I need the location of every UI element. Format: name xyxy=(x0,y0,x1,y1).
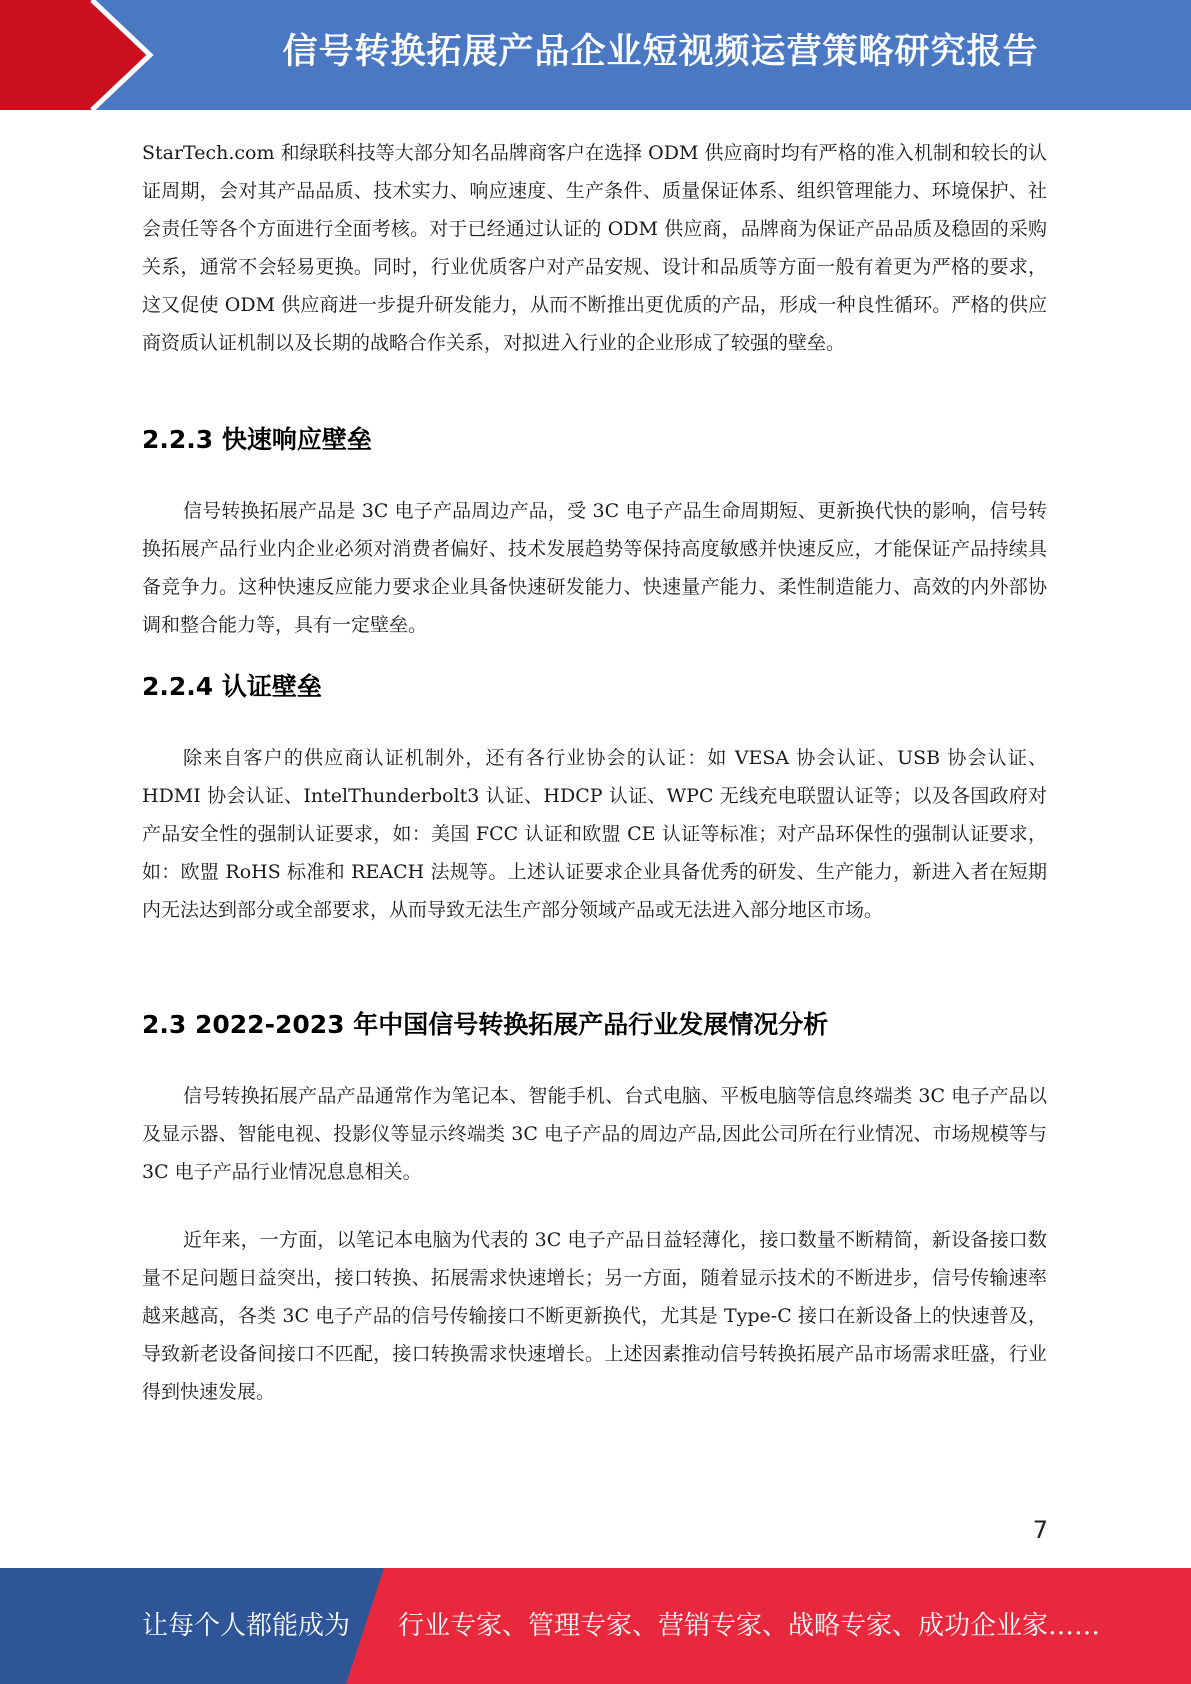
page-number: 7 xyxy=(1032,1516,1048,1544)
header-banner xyxy=(0,0,1191,110)
footer-banner xyxy=(0,1568,1191,1684)
paragraph-certification-barrier: 除来自客户的供应商认证机制外，还有各行业协会的认证：如 VESA 协会认证、USB 协会认证、HDMI 协会认证、IntelThunderbolt3 认证、HDCP 认证、WPC 无线充电联盟认证等；以及各国政府对产品安全性的强制认证要求，如：美国 FCC 认证和欧盟 CE 认证等标准；对产品环保性的强制认证要求，如：欧盟 RoHS 标准和 REACH 法规等。上述认证要求企业具备优秀的研发、生产能力，新进入者在短期内无法达到部分或全部要求，从而导致无法生产部分领域产品或无法进入部分地区市场。 xyxy=(142,747,1047,921)
page-content xyxy=(142,134,1047,1411)
paragraph-market-drivers: 近年来，一方面，以笔记本电脑为代表的 3C 电子产品日益轻薄化，接口数量不断精简，新设备接口数量不足问题日益突出，接口转换、拓展需求快速增长；另一方面，随着显示技术的不断进步，信号传输速率越来越高，各类 3C 电子产品的信号传输接口不断更新换代，尤其是 Type-C 接口在新设备上的快速普及，导致新老设备间接口不匹配，接口转换需求快速增长。上述因素推动信号转换拓展产品市场需求旺盛，行业得到快速发展。 xyxy=(142,1229,1047,1403)
heading-2-3: 2.3 2022-2023 年中国信号转换拓展产品行业发展情况分析 xyxy=(142,1010,829,1039)
header-chevron-decoration xyxy=(0,0,160,110)
heading-2-2-3: 2.2.3 快速响应壁垒 xyxy=(142,425,372,454)
paragraph-odm-certification: StarTech.com 和绿联科技等大部分知名品牌商客户在选择 ODM 供应商时均有严格的准入机制和较长的认证周期，会对其产品品质、技术实力、响应速度、生产条件、质量保证体系、组织管理能力、环境保护、社会责任等各个方面进行全面考核。对于已经通过认证的 ODM 供应商，品牌商为保证产品品质及稳固的采购关系，通常不会轻易更换。同时，行业优质客户对产品安规、设计和品质等方面一般有着更为严格的要求，这又促使 ODM 供应商进一步提升研发能力，从而不断推出更优质的产品，形成一种良性循环。严格的供应商资质认证机制以及长期的战略合作关系，对拟进入行业的企业形成了较强的壁垒。 xyxy=(142,142,1047,354)
heading-2-2-4: 2.2.4 认证壁垒 xyxy=(142,672,322,701)
paragraph-fast-response: 信号转换拓展产品是 3C 电子产品周边产品，受 3C 电子产品生命周期短、更新换代快的影响，信号转换拓展产品行业内企业必须对消费者偏好、技术发展趋势等保持高度敏感并快速反应，才能保证产品持续具备竞争力。这种快速反应能力要求企业具备快速研发能力、快速量产能力、柔性制造能力、高效的内外部协调和整合能力等，具有一定壁垒。 xyxy=(142,500,1047,636)
paragraph-industry-overview: 信号转换拓展产品产品通常作为笔记本、智能手机、台式电脑、平板电脑等信息终端类 3C 电子产品以及显示器、智能电视、投影仪等显示终端类 3C 电子产品的周边产品,因此公司所在行业情况、市场规模等与 3C 电子产品行业情况息息相关。 xyxy=(142,1085,1047,1183)
footer-slogan-left: 让每个人都能成为 xyxy=(142,1611,351,1641)
footer-slogan-right: 行业专家、管理专家、营销专家、战略专家、成功企业家…… xyxy=(398,1611,1101,1641)
report-title: 信号转换拓展产品企业短视频运营策略研究报告 xyxy=(282,32,1039,72)
